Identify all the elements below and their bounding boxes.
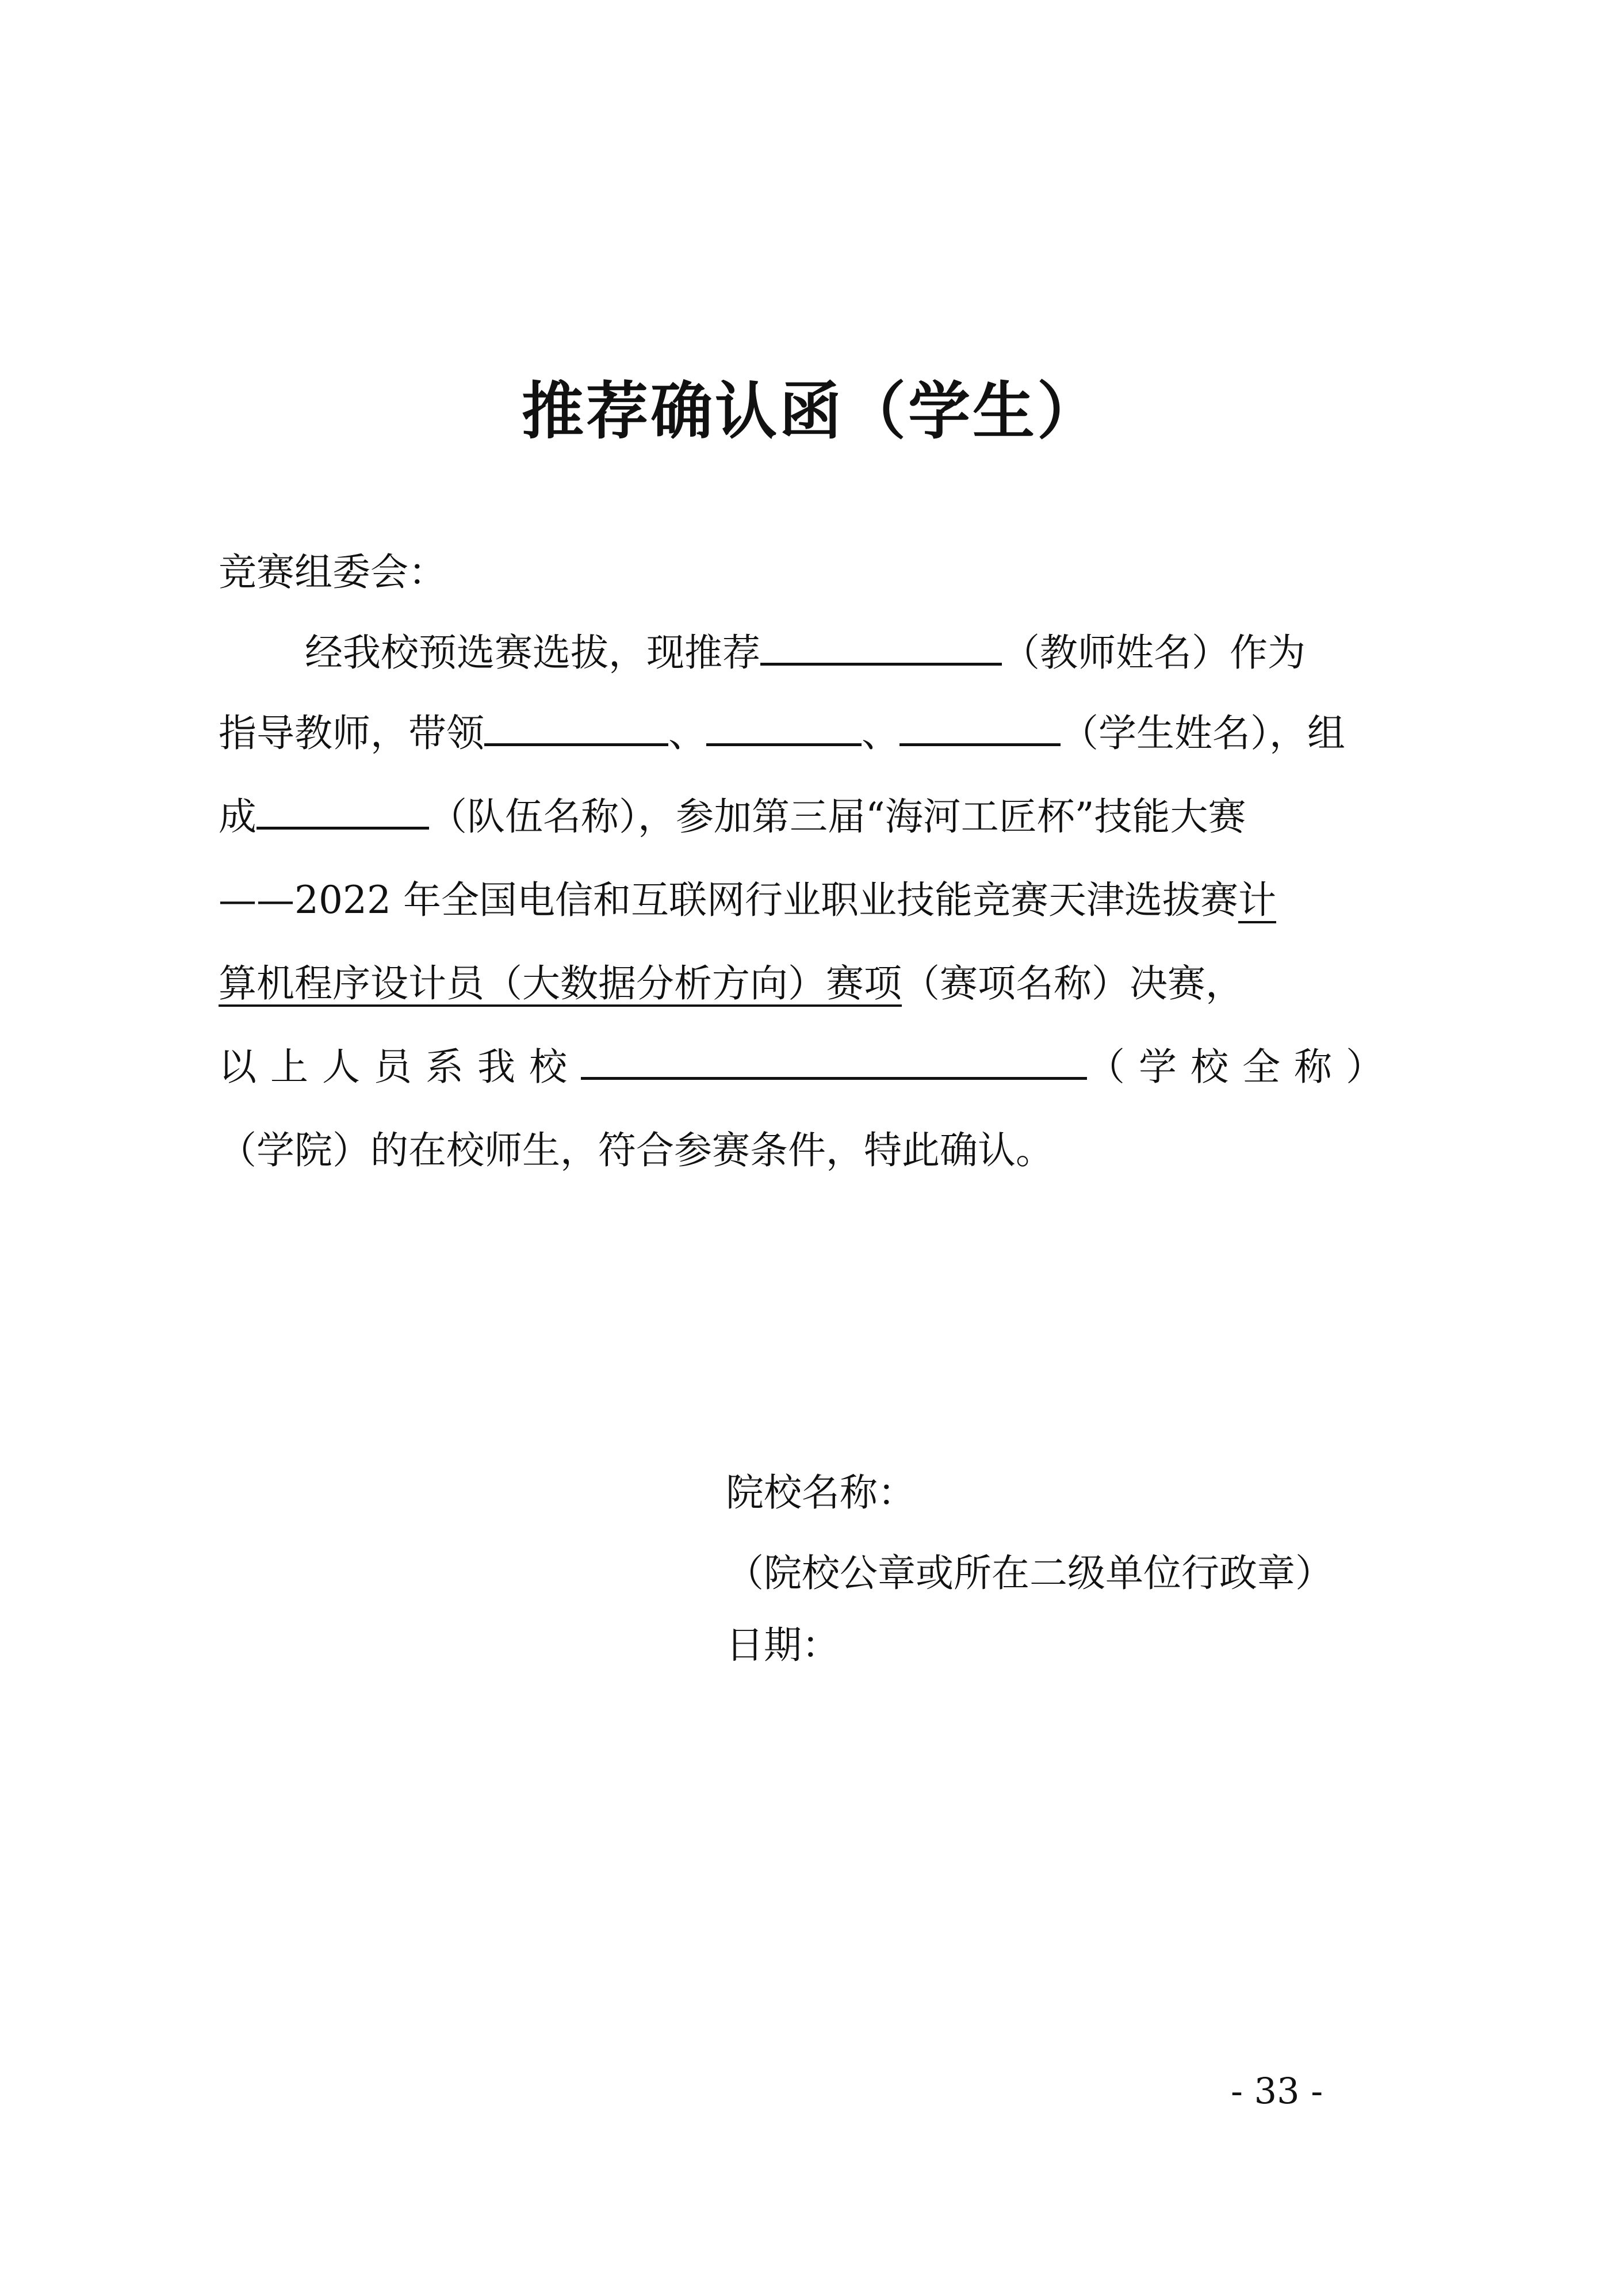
body-text: （教师姓名）作为 <box>1002 631 1306 675</box>
body-text: ——2022 年全国电信和互联网行业职业技能竞赛天津选拔赛 <box>219 878 1238 922</box>
body-line-1 <box>219 624 1415 682</box>
body-line-7: （学院）的在校师生，符合参赛条件，特此确认。 <box>219 1128 1054 1172</box>
school-full-name-blank[interactable] <box>581 1042 1087 1080</box>
salutation: 竞赛组委会： <box>219 550 446 594</box>
body-line-4 <box>219 872 1415 929</box>
body-text: 指导教师，带领 <box>219 711 484 755</box>
body-text: （学生姓名），组 <box>1061 711 1345 755</box>
body-text: 经我校预选赛选拔，现推荐 <box>305 631 760 675</box>
body-line-2 <box>219 705 1415 762</box>
event-name-underlined: 算机程序设计员（大数据分析方向）赛项 <box>219 961 902 1006</box>
document-title: 推荐确认函（学生） <box>521 375 1101 448</box>
team-name-blank[interactable] <box>257 792 429 830</box>
body-line-3 <box>219 788 1415 846</box>
student-name-blank-1[interactable] <box>484 709 668 746</box>
teacher-name-blank[interactable] <box>760 628 1002 666</box>
body-line-6 <box>219 1038 1415 1096</box>
student-name-blank-2[interactable] <box>706 709 862 746</box>
body-text: 以上人员系我校 <box>219 1045 581 1089</box>
body-text: （赛项名称）决赛， <box>902 961 1243 1006</box>
body-line-5 <box>219 955 1415 1013</box>
body-text: （队伍名称），参加第三届“海河工匠杯”技能大赛 <box>429 794 1246 839</box>
body-text: 成 <box>219 794 257 839</box>
page-number: - 33 - <box>1231 2070 1323 2112</box>
date-label: 日期： <box>726 1623 840 1667</box>
student-name-blank-3[interactable] <box>899 709 1061 746</box>
school-name-label: 院校名称： <box>726 1470 916 1515</box>
event-name-underlined: 计 <box>1238 878 1276 922</box>
seal-note: （院校公章或所在二级单位行政章） <box>726 1551 1333 1595</box>
separator: 、 <box>862 711 899 755</box>
body-text: （学校全称） <box>1087 1045 1398 1089</box>
separator: 、 <box>668 711 706 755</box>
